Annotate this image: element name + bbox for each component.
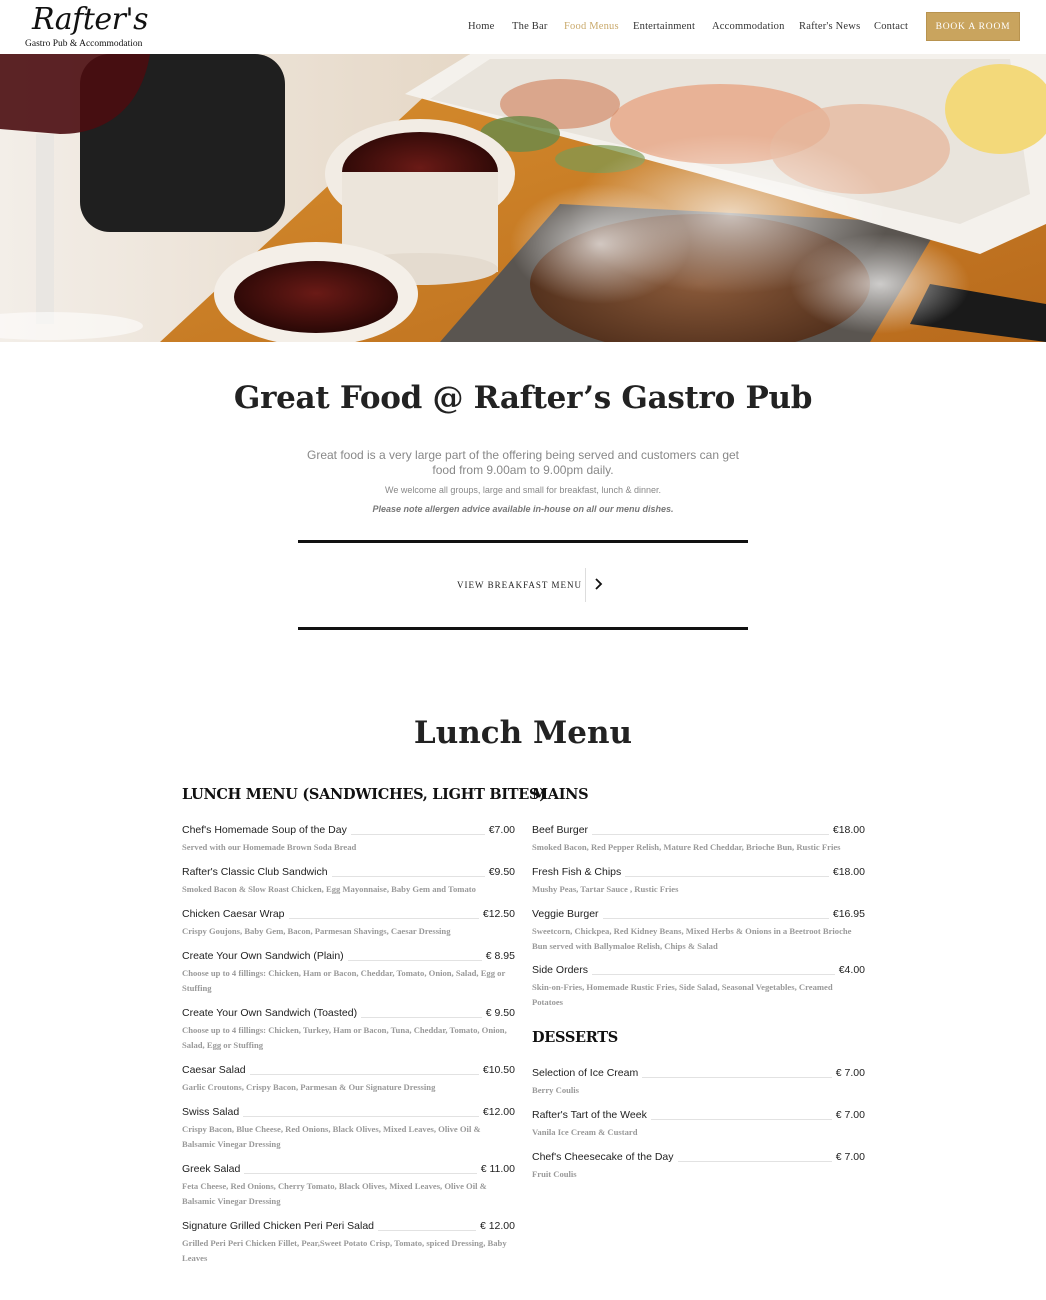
menu-item-price: € 7.00: [832, 1067, 865, 1079]
lunch-menu-title: Lunch Menu: [413, 715, 633, 751]
menu-item: [532, 1151, 865, 1182]
divider-top: [298, 540, 748, 543]
menu-item-name: Veggie Burger: [532, 908, 603, 920]
view-breakfast-menu-link[interactable]: [440, 568, 610, 602]
menu-item-price: €18.00: [829, 866, 865, 878]
menu-item-description: Crispy Goujons, Baby Gem, Bacon, Parmesan Shavings, Caesar Dressing: [182, 926, 451, 936]
menu-item: [532, 866, 865, 897]
menu-item-description: Vanila Ice Cream & Custard: [532, 1127, 638, 1137]
nav-accommodation[interactable]: Accommodation: [712, 21, 785, 32]
menu-item-name: Chicken Caesar Wrap: [182, 908, 289, 920]
menu-item-price: €9.50: [485, 866, 515, 878]
menu-item-description: Choose up to 4 fillings: Chicken, Ham or Bacon, Cheddar, Tomato, Onion, Salad, Egg or Stuffing: [182, 968, 506, 993]
menu-item-price: €18.00: [829, 824, 865, 836]
intro-description: Great food is a very large part of the offering being served and customers can get food from 9.00am to 9.00pm daily.: [306, 448, 740, 477]
menu-item-name: Create Your Own Sandwich (Plain): [182, 950, 348, 962]
menu-item: [182, 1106, 515, 1152]
section-heading-desserts: DESSERTS: [532, 1029, 618, 1046]
menu-item: [182, 1163, 515, 1209]
menu-item-description: Smoked Bacon & Slow Roast Chicken, Egg Mayonnaise, Baby Gem and Tomato: [182, 884, 476, 894]
menu-item: [182, 824, 515, 855]
menu-item-name: Selection of Ice Cream: [532, 1067, 642, 1079]
menu-item-name: Caesar Salad: [182, 1064, 250, 1076]
menu-item-name: Create Your Own Sandwich (Toasted): [182, 1007, 361, 1019]
intro-title: Great Food @ Rafter’s Gastro Pub: [233, 380, 813, 416]
menu-item-description: Choose up to 4 fillings: Chicken, Turkey, Ham or Bacon, Tuna, Cheddar, Tomato, Onion, Salad, Egg or Stuffing: [182, 1025, 507, 1050]
menu-item-price: € 7.00: [832, 1109, 865, 1121]
menu-item-price: € 9.50: [482, 1007, 515, 1019]
menu-item-price: €12.00: [479, 1106, 515, 1118]
menu-item-price: €10.50: [479, 1064, 515, 1076]
nav-contact[interactable]: Contact: [874, 21, 909, 32]
section-heading-mains: MAINS: [532, 786, 589, 803]
menu-item-name: Chef's Cheesecake of the Day: [532, 1151, 678, 1163]
logo[interactable]: [24, 2, 149, 52]
menu-item-description: Mushy Peas, Tartar Sauce , Rustic Fries: [532, 884, 679, 894]
menu-item-price: € 12.00: [476, 1220, 515, 1232]
menu-item-description: Garlic Croutons, Crispy Bacon, Parmesan & Our Signature Dressing: [182, 1082, 436, 1092]
menu-item-price: € 11.00: [477, 1163, 515, 1175]
menu-item-description: Served with our Homemade Brown Soda Bread: [182, 842, 357, 852]
section-heading-lunch: LUNCH MENU (SANDWICHES, LIGHT BITES): [182, 786, 546, 803]
menu-item-price: €12.50: [479, 908, 515, 920]
divider-bottom: [298, 627, 748, 630]
nav-the-bar[interactable]: The Bar: [512, 21, 548, 32]
menu-item: [532, 824, 865, 855]
nav-entertainment[interactable]: Entertainment: [633, 21, 696, 32]
nav-rafters-news[interactable]: Rafter's News: [799, 21, 861, 32]
menu-item-name: Swiss Salad: [182, 1106, 243, 1118]
nav-food-menus[interactable]: Food Menus: [564, 21, 619, 32]
menu-item-name: Rafter's Classic Club Sandwich: [182, 866, 332, 878]
menu-item-description: Feta Cheese, Red Onions, Cherry Tomato, Black Olives, Mixed Leaves, Olive Oil & Balsamic Vinegar Dressing: [182, 1181, 487, 1206]
menu-item-name: Beef Burger: [532, 824, 592, 836]
menu-item: [182, 908, 515, 939]
menu-item-name: Rafter's Tart of the Week: [532, 1109, 651, 1121]
menu-item-name: Side Orders: [532, 964, 592, 976]
menu-item: [532, 1067, 865, 1098]
menu-item: [532, 908, 865, 954]
breakfast-link-label: VIEW BREAKFAST MENU: [457, 580, 583, 590]
menu-item-price: € 8.95: [482, 950, 515, 962]
menu-item-description: Crispy Bacon, Blue Cheese, Red Onions, Black Olives, Mixed Leaves, Olive Oil & Balsamic Vinegar Dressing: [182, 1124, 481, 1149]
menu-item: [532, 1109, 865, 1140]
menu-item-price: €16.95: [829, 908, 865, 920]
book-a-room-button[interactable]: BOOK A ROOM: [926, 12, 1020, 41]
logo-subtitle: Gastro Pub & Accommodation: [25, 39, 143, 49]
menu-item: [182, 950, 515, 996]
breakfast-link-separator: [585, 568, 586, 602]
menu-item-price: €7.00: [485, 824, 515, 836]
logo-script: Rafter's: [32, 2, 149, 37]
chevron-right-icon: [592, 576, 606, 592]
menu-item-name: Signature Grilled Chicken Peri Peri Salad: [182, 1220, 378, 1232]
menu-item-name: Greek Salad: [182, 1163, 244, 1175]
menu-item-description: Smoked Bacon, Red Pepper Relish, Mature Red Cheddar, Brioche Bun, Rustic Fries: [532, 842, 841, 852]
menu-item-price: € 7.00: [832, 1151, 865, 1163]
site-header: [0, 0, 1046, 54]
allergen-note: Please note allergen advice available in-house on all our menu dishes.: [372, 504, 674, 514]
hero-image: [0, 54, 1046, 342]
menu-item-description: Grilled Peri Peri Chicken Fillet, Pear,Sweet Potato Crisp, Tomato, spiced Dressing, Baby Leaves: [182, 1238, 507, 1263]
nav-home[interactable]: Home: [468, 21, 495, 32]
menu-item-description: Fruit Coulis: [532, 1169, 577, 1179]
intro-welcome: We welcome all groups, large and small for breakfast, lunch & dinner.: [385, 485, 661, 495]
menu-item: [182, 866, 515, 897]
menu-item-description: Berry Coulis: [532, 1085, 580, 1095]
menu-item-description: Sweetcorn, Chickpea, Red Kidney Beans, Mixed Herbs & Onions in a Beetroot Brioche Bun served with Ballymaloe Relish, Chips & Salad: [532, 926, 852, 951]
menu-item-name: Chef's Homemade Soup of the Day: [182, 824, 351, 836]
menu-item: [182, 1220, 515, 1266]
menu-item-name: Fresh Fish & Chips: [532, 866, 625, 878]
menu-item: [532, 964, 865, 1010]
hero-food-photo: [0, 54, 1046, 342]
menu-item: [182, 1064, 515, 1095]
menu-item-price: €4.00: [835, 964, 865, 976]
menu-item: [182, 1007, 515, 1053]
menu-item-description: Skin-on-Fries, Homemade Rustic Fries, Side Salad, Seasonal Vegetables, Creamed Potatoes: [532, 982, 833, 1007]
